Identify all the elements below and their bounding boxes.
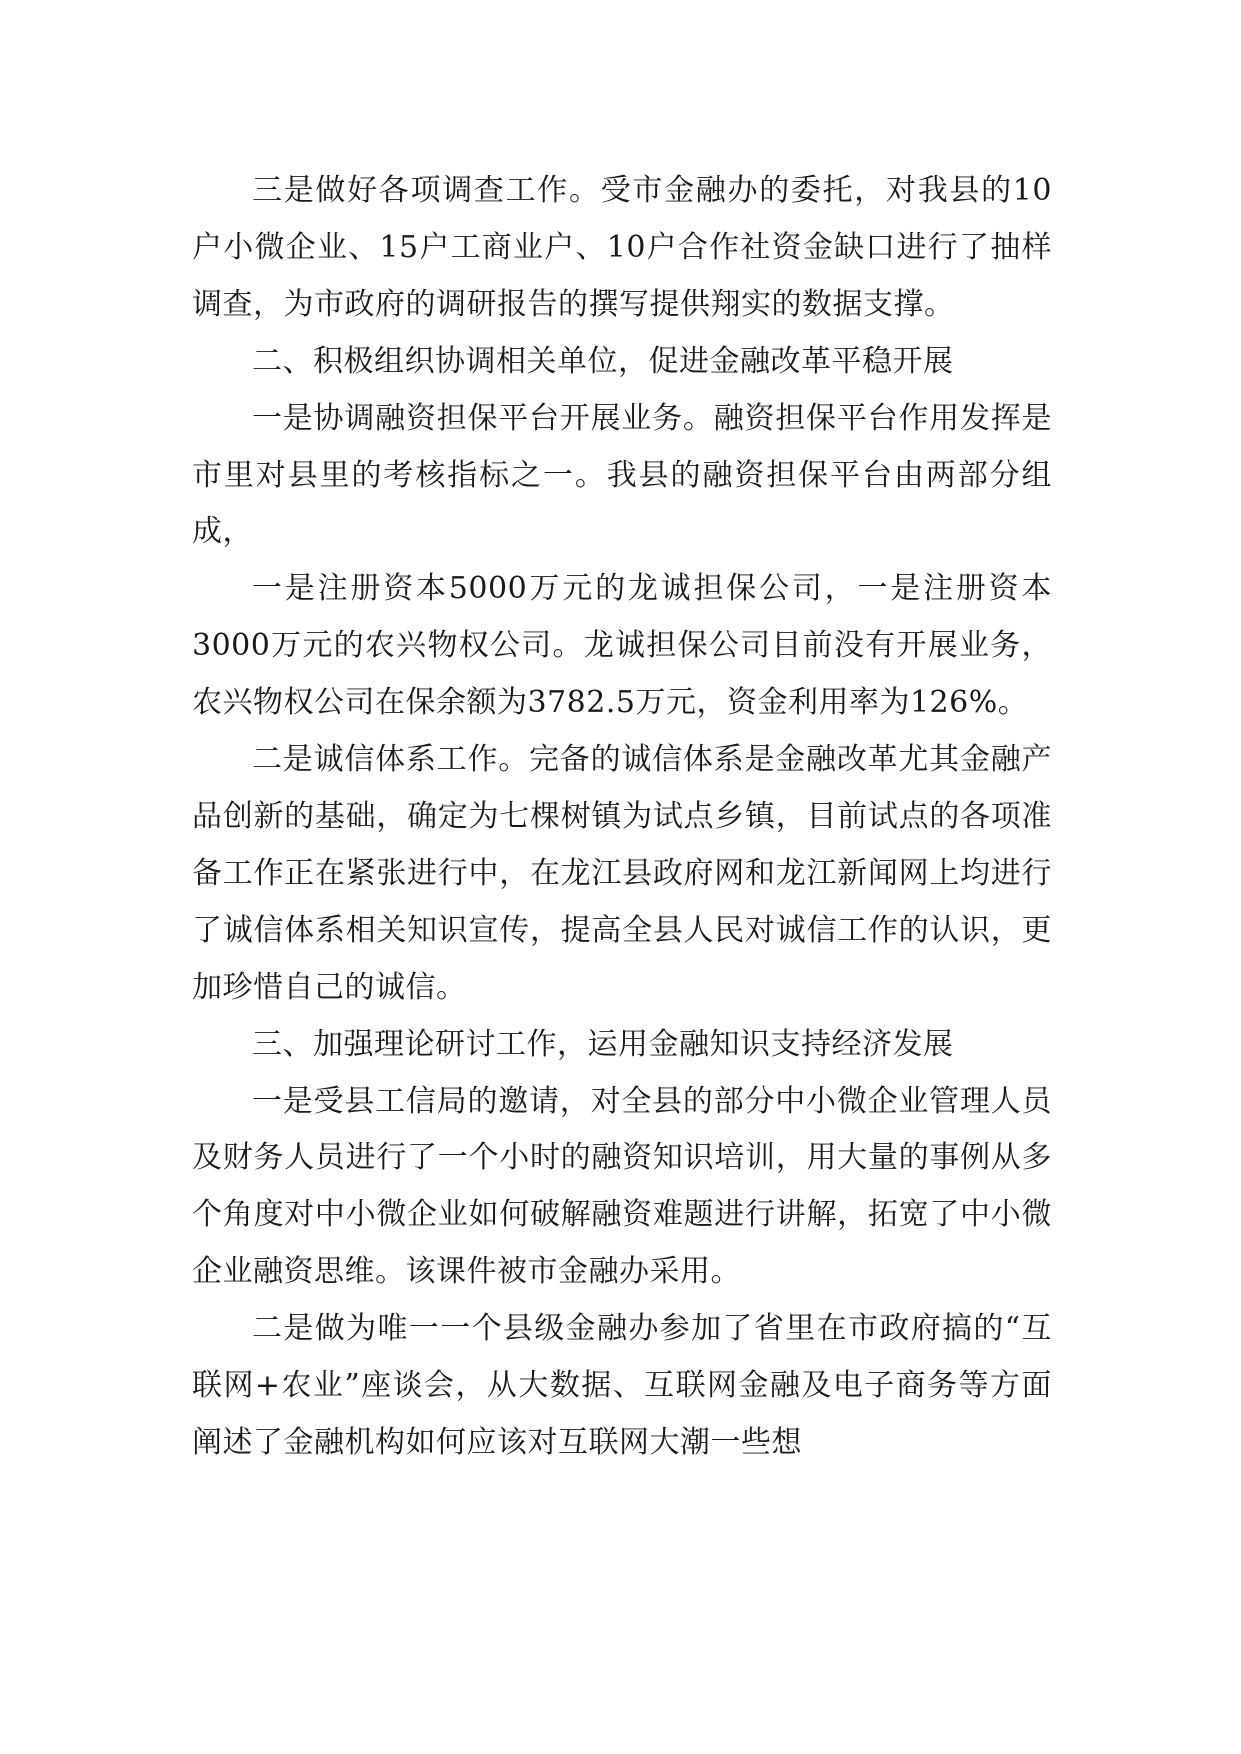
paragraph-internet-agriculture: 二是做为唯一一个县级金融办参加了省里在市政府搞的“互联网+农业”座谈会，从大数据、互联网金融及电子商务等方面阐述了金融机构如何应该对互联网大潮一些想	[192, 1311, 1052, 1460]
document-body	[192, 163, 1052, 1472]
section-heading-theory-research: 三、加强理论研讨工作，运用金融知识支持经济发展	[252, 1026, 954, 1062]
paragraph-credit-system: 二是诚信体系工作。完备的诚信体系是金融改革尤其金融产品创新的基础，确定为七棵树镇为试点乡镇，目前试点的各项准备工作正在紧张进行中，在龙江县政府网和龙江新闻网上均进行了诚信体系相关知识宣传，提高全县人民对诚信工作的认识，更加珍惜自己的诚信。	[192, 742, 1052, 1005]
paragraph-guarantee-companies: 一是注册资本5000万元的龙诚担保公司，一是注册资本3000万元的农兴物权公司。龙诚担保公司目前没有开展业务，农兴物权公司在保余额为3782.5万元，资金利用率为126%。	[192, 571, 1052, 721]
paragraph-financing-training: 一是受县工信局的邀请，对全县的部分中小微企业管理人员及财务人员进行了一个小时的融资知识培训，用大量的事例从多个角度对中小微企业如何破解融资难题进行讲解，拓宽了中小微企业融资思维。该课件被市金融办采用。	[192, 1083, 1052, 1290]
section-heading-coordination: 二、积极组织协调相关单位，促进金融改革平稳开展	[252, 343, 954, 379]
paragraph-survey-work: 三是做好各项调查工作。受市金融办的委托，对我县的10户小微企业、15户工商业户、10户合作社资金缺口进行了抽样调查，为市政府的调研报告的撰写提供翔实的数据支撑。	[192, 173, 1052, 322]
paragraph-guarantee-platform: 一是协调融资担保平台开展业务。融资担保平台作用发挥是市里对县里的考核指标之一。我县的融资担保平台由两部分组成，	[192, 400, 1052, 550]
